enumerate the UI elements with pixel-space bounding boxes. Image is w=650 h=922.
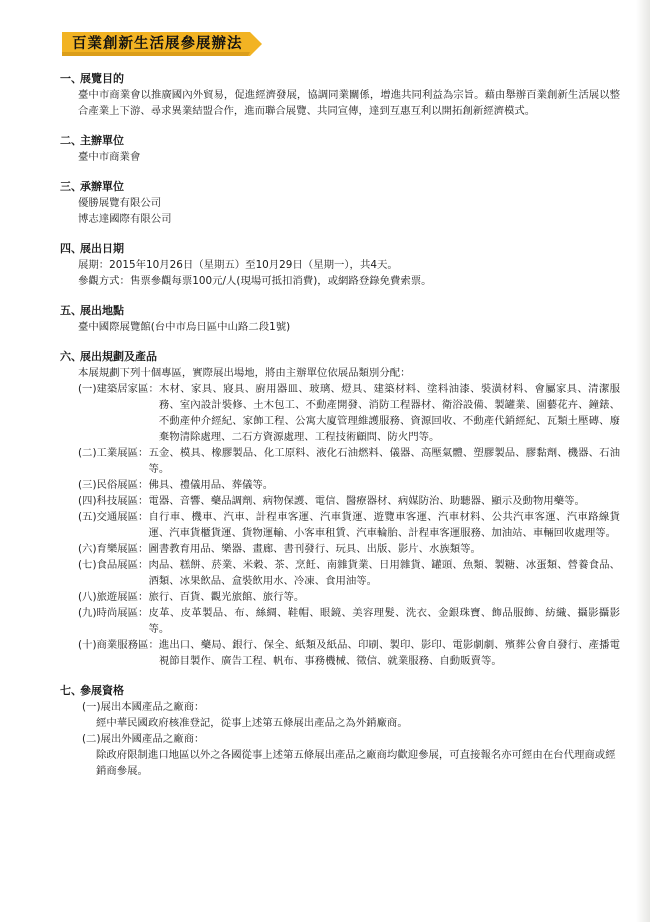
zone-item	[78, 445, 620, 477]
zone-products: 自行車、機車、汽車、計程車客運、汽車貨運、遊覽車客運、汽車材料、公共汽車客運、汽車路線貨運、汽車貨櫃貨運、貨物運輸、小客車租賃、汽車輪胎、計程車客運服務、加油站、車輛回收處理等。	[148, 511, 620, 539]
admission-info: 參觀方式：售票參觀每票100元/人(現場可抵扣消費)，或網路登錄免費索票。	[78, 275, 432, 287]
zone-item	[78, 605, 620, 637]
zone-label: (七)食品展區：	[78, 559, 149, 571]
zone-products: 皮革、皮革製品、布、絲綢、鞋帽、眼鏡、美容理髮、洗衣、金銀珠寶、飾品服飾、紡織、攝影攝影等。	[148, 607, 620, 635]
section-number: 一、	[60, 72, 82, 85]
zone-label: (一)建築居家區：	[78, 383, 159, 395]
zone-products: 電器、音響、藥品調劑、病物保護、電信、醫療器材、病媒防治、助聽器、顯示及動物用藥等。	[148, 495, 585, 507]
page-edge-shadow	[636, 0, 650, 922]
zone-label: (十)商業服務區：	[78, 639, 159, 651]
section-title: 承辦單位	[80, 180, 124, 193]
title-banner	[62, 32, 262, 56]
section-dates	[60, 240, 620, 289]
section-number: 二、	[60, 134, 82, 147]
document-body	[60, 70, 620, 792]
zone-item	[78, 557, 620, 589]
co-organizer-name: 優勝展覽有限公司	[78, 197, 162, 209]
zones-intro: 本展規劃下列十個專區，實際展出場地，將由主辦單位依展品類別分配：	[78, 367, 411, 379]
section-zones	[60, 348, 620, 669]
zone-label: (五)交通展區：	[78, 511, 149, 523]
section-paragraph: 臺中市商業會以推廣國內外貿易，促進經濟發展，協調同業關係，增進共同利益為宗旨。藉由舉辦百業創新生活展以整合產業上下游、尋求異業結盟合作，進而聯合展覽、共同宣傳，達到互惠互利以開拓創新經濟模式。	[78, 89, 620, 117]
zone-label: (九)時尚展區：	[78, 607, 149, 619]
zone-item	[78, 509, 620, 541]
zone-products: 佛具、禮儀用品、葬儀等。	[148, 479, 274, 491]
section-co-organizer	[60, 178, 620, 227]
zone-products: 進出口、藥局、銀行、保全、紙類及紙品、印刷、製印、影印、電影劇劇、殯葬公會自發行、產播電視節目製作、廣告工程、帆布、事務機械、徵信、就業服務、自動販賣等。	[158, 639, 620, 667]
zone-item	[78, 541, 620, 557]
zone-products: 圖書教育用品、樂器、畫廊、書刊發行、玩具、出版、影片、水族類等。	[148, 543, 481, 555]
co-organizer-name: 博志達國際有限公司	[78, 213, 172, 225]
zone-label: (三)民俗展區：	[78, 479, 149, 491]
section-number: 三、	[60, 180, 82, 193]
eligibility-text: 經中華民國政府核准登記，從事上述第五條展出產品之為外銷廠商。	[96, 717, 408, 729]
section-number: 七、	[60, 684, 82, 697]
zone-item	[78, 493, 620, 509]
page-title: 百業創新生活展參展辦法	[72, 36, 243, 52]
section-title: 主辦單位	[80, 134, 124, 147]
zone-item	[78, 477, 620, 493]
zone-label: (六)育樂展區：	[78, 543, 149, 555]
zone-label: (八)旅遊展區：	[78, 591, 149, 603]
section-heading	[60, 682, 620, 699]
zone-item	[78, 589, 620, 605]
section-number: 五、	[60, 304, 82, 317]
zone-products: 木材、家具、寢具、廚用器皿、玻璃、燈具、建築材料、塗料油漆、裝潢材料、會屬家具、清潔服務、室內設計裝修、土木包工、不動產開發、消防工程器材、衛浴設備、製罐業、園藝花卉、鐘錶、不動產仲介經紀、家飾工程、公寓大廈管理維護服務、資源回收、不動產代銷經紀、瓦類土壓磚、廢棄物清除處理、二石方資源處理、工程技術顧問、防火門等。	[158, 383, 620, 443]
eligibility-label: (一)展出本國產品之廠商：	[82, 701, 205, 713]
section-title: 展出日期	[80, 242, 124, 255]
section-number: 六、	[60, 350, 82, 363]
organizer-name: 臺中市商業會	[78, 151, 141, 163]
section-heading	[60, 70, 620, 87]
zone-label: (二)工業展區：	[78, 447, 149, 459]
eligibility-label: (二)展出外國產品之廠商：	[82, 733, 205, 745]
section-heading	[60, 178, 620, 195]
exhibition-period: 展期：2015年10月26日（星期五）至10月29日（星期一），共4天。	[78, 259, 398, 271]
section-heading	[60, 302, 620, 319]
section-heading	[60, 132, 620, 149]
eligibility-text: 除政府限制進口地區以外之各國從事上述第五條展出產品之廠商均歡迎參展，可直接報名亦可經由在台代理商或經銷商參展。	[96, 749, 616, 777]
zone-label: (四)科技展區：	[78, 495, 149, 507]
zone-item	[78, 637, 620, 669]
section-title: 展出地點	[80, 304, 124, 317]
section-venue	[60, 302, 620, 335]
section-number: 四、	[60, 242, 82, 255]
section-organizer	[60, 132, 620, 165]
section-title: 參展資格	[80, 684, 124, 697]
section-heading	[60, 348, 620, 365]
zone-products: 五金、模具、橡膠製品、化工原料、液化石油燃料、儀器、高壓氣體、塑膠製品、膠黏劑、機器、石油等。	[148, 447, 620, 475]
zone-item	[78, 381, 620, 445]
section-title: 展覽目的	[80, 72, 124, 85]
venue-address: 臺中國際展覽館(台中市烏日區中山路二段1號)	[78, 321, 291, 333]
zone-products: 肉品、糕餅、菸業、米穀、茶、烹飪、南雜貨業、日用雜貨、罐頭、魚類、製糖、冰蛋類、營養食品、酒類、冰果飲品、盒裝飲用水、冷凍、食用油等。	[148, 559, 620, 587]
section-title: 展出規劃及產品	[80, 350, 157, 363]
zone-products: 旅行、百貨、觀光旅館、旅行等。	[148, 591, 305, 603]
section-heading	[60, 240, 620, 257]
section-eligibility	[60, 682, 620, 779]
section-purpose	[60, 70, 620, 119]
